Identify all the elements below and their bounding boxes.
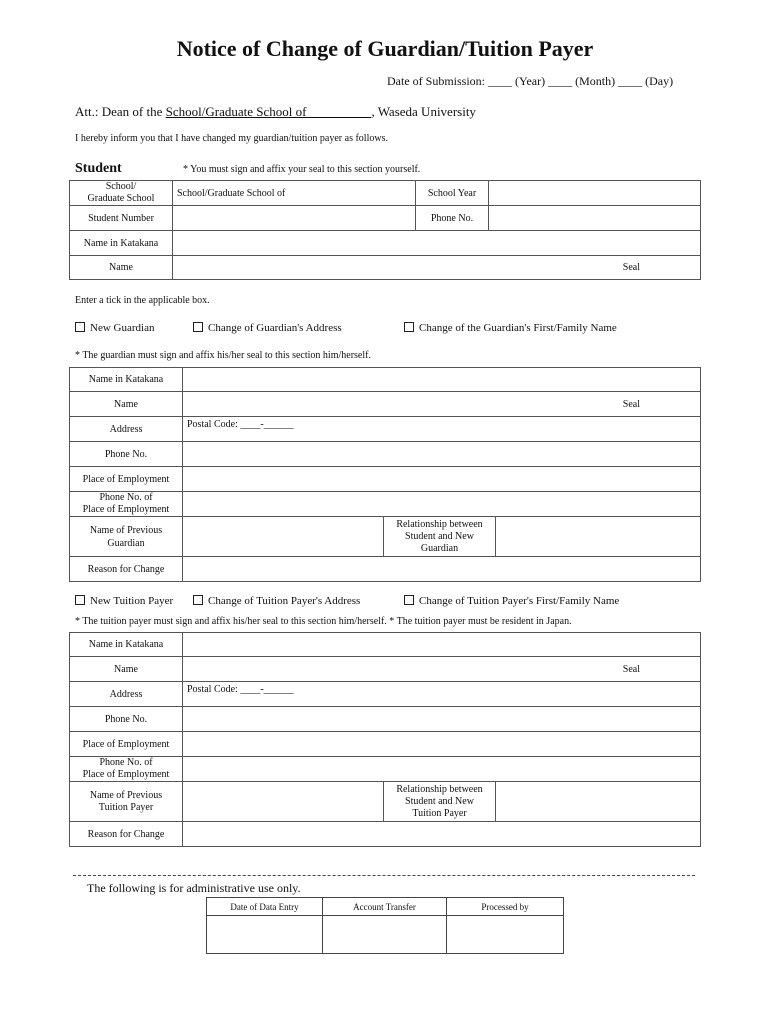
payer-katakana-field[interactable]	[183, 633, 701, 657]
student-name-label: Name	[70, 256, 173, 280]
previous-guardian-label: Name of Previous Guardian	[70, 517, 183, 557]
student-katakana-field[interactable]	[173, 231, 701, 256]
school-year-field[interactable]	[489, 181, 701, 206]
student-phone-label: Phone No.	[416, 206, 489, 231]
checkbox[interactable]	[193, 322, 203, 332]
payer-relationship-label: Relationship between Student and New Tuition Payer	[384, 782, 496, 822]
addressee-prefix: Att.: Dean of the	[75, 104, 166, 119]
cut-line	[73, 875, 695, 876]
guardian-katakana-label: Name in Katakana	[70, 368, 183, 392]
payer-seal-label: Seal	[622, 663, 640, 675]
admin-col-processed: Processed by	[447, 898, 564, 916]
admin-account-cell[interactable]	[323, 916, 447, 954]
guardian-employment-field[interactable]	[183, 467, 701, 492]
guardian-address-field[interactable]	[183, 417, 701, 442]
option-new-guardian[interactable]	[75, 322, 154, 334]
option-guardian-name[interactable]	[404, 322, 617, 334]
payer-relationship-field[interactable]	[496, 782, 701, 822]
school-field[interactable]: School/Graduate School of	[173, 181, 416, 206]
student-name-field[interactable]	[173, 256, 701, 280]
payer-employment-label: Place of Employment	[70, 732, 183, 757]
admin-col-account: Account Transfer	[323, 898, 447, 916]
payer-name-label: Name	[70, 657, 183, 682]
school-blank: School/Graduate School of	[165, 104, 372, 119]
addressee-suffix: , Waseda University	[371, 104, 476, 119]
option-guardian-address[interactable]	[193, 322, 342, 334]
payer-employment-phone-field[interactable]	[183, 757, 701, 782]
checkbox[interactable]	[404, 322, 414, 332]
previous-payer-label: Name of Previous Tuition Payer	[70, 782, 183, 822]
option-label: New Tuition Payer	[90, 595, 174, 607]
guardian-katakana-field[interactable]	[183, 368, 701, 392]
admin-date-cell[interactable]	[207, 916, 323, 954]
postal-code: Postal Code: ____-______	[187, 683, 294, 695]
school-label: School/ Graduate School	[70, 181, 173, 206]
student-seal-label: Seal	[622, 262, 640, 273]
option-label: Change of Tuition Payer's First/Family Name	[419, 595, 620, 607]
student-phone-field[interactable]	[489, 206, 701, 231]
payer-address-label: Address	[70, 682, 183, 707]
admin-processed-cell[interactable]	[447, 916, 564, 954]
option-payer-name[interactable]	[404, 595, 619, 607]
student-number-field[interactable]	[173, 206, 416, 231]
payer-reason-field[interactable]	[183, 822, 701, 847]
payer-katakana-label: Name in Katakana	[70, 633, 183, 657]
student-number-label: Student Number	[70, 206, 173, 231]
option-label: New Guardian	[90, 322, 155, 334]
option-payer-address[interactable]	[193, 595, 360, 607]
guardian-employment-phone-field[interactable]	[183, 492, 701, 517]
student-katakana-label: Name in Katakana	[70, 231, 173, 256]
student-table	[69, 180, 701, 280]
checkbox[interactable]	[75, 595, 85, 605]
guardian-employment-phone-label: Phone No. of Place of Employment	[70, 492, 183, 517]
postal-code: Postal Code: ____-______	[187, 418, 294, 430]
student-heading: Student	[75, 161, 122, 176]
guardian-note: * The guardian must sign and affix his/her seal to this section him/herself.	[75, 350, 371, 361]
guardian-reason-field[interactable]	[183, 557, 701, 582]
payer-note: * The tuition payer must sign and affix his/her seal to this section him/herself. * The tuition payer must be resident in Japan.	[75, 616, 572, 627]
previous-payer-field[interactable]	[183, 782, 384, 822]
submission-date: Date of Submission: ____ (Year) ____ (Month) ____ (Day)	[387, 74, 674, 88]
payer-reason-label: Reason for Change	[70, 822, 183, 847]
admin-col-date: Date of Data Entry	[207, 898, 323, 916]
page-title: Notice of Change of Guardian/Tuition Payer	[176, 36, 594, 61]
checkbox[interactable]	[404, 595, 414, 605]
guardian-name-field[interactable]	[183, 392, 701, 417]
admin-heading: The following is for administrative use only.	[87, 881, 301, 895]
student-note: * You must sign and affix your seal to this section yourself.	[183, 164, 421, 175]
guardian-address-label: Address	[70, 417, 183, 442]
guardian-seal-label: Seal	[622, 398, 640, 410]
previous-guardian-field[interactable]	[183, 517, 384, 557]
guardian-phone-field[interactable]	[183, 442, 701, 467]
payer-name-field[interactable]	[183, 657, 701, 682]
guardian-relationship-field[interactable]	[496, 517, 701, 557]
guardian-phone-label: Phone No.	[70, 442, 183, 467]
addressee-line	[75, 104, 476, 120]
payer-address-field[interactable]	[183, 682, 701, 707]
guardian-employment-label: Place of Employment	[70, 467, 183, 492]
admin-table	[206, 897, 564, 954]
inform-statement: I hereby inform you that I have changed my guardian/tuition payer as follows.	[75, 133, 388, 144]
checkbox[interactable]	[193, 595, 203, 605]
school-year-label: School Year	[416, 181, 489, 206]
option-new-payer[interactable]	[75, 595, 173, 607]
payer-employment-phone-label: Phone No. of Place of Employment	[70, 757, 183, 782]
guardian-name-label: Name	[70, 392, 183, 417]
option-label: Change of Guardian's Address	[208, 322, 342, 334]
option-label: Change of Tuition Payer's Address	[208, 595, 361, 607]
tick-instruction: Enter a tick in the applicable box.	[75, 295, 210, 306]
payer-employment-field[interactable]	[183, 732, 701, 757]
option-label: Change of the Guardian's First/Family Name	[419, 322, 617, 334]
payer-table	[69, 632, 701, 847]
payer-phone-label: Phone No.	[70, 707, 183, 732]
payer-phone-field[interactable]	[183, 707, 701, 732]
checkbox[interactable]	[75, 322, 85, 332]
guardian-relationship-label: Relationship between Student and New Guardian	[384, 517, 496, 557]
guardian-table	[69, 367, 701, 582]
guardian-reason-label: Reason for Change	[70, 557, 183, 582]
